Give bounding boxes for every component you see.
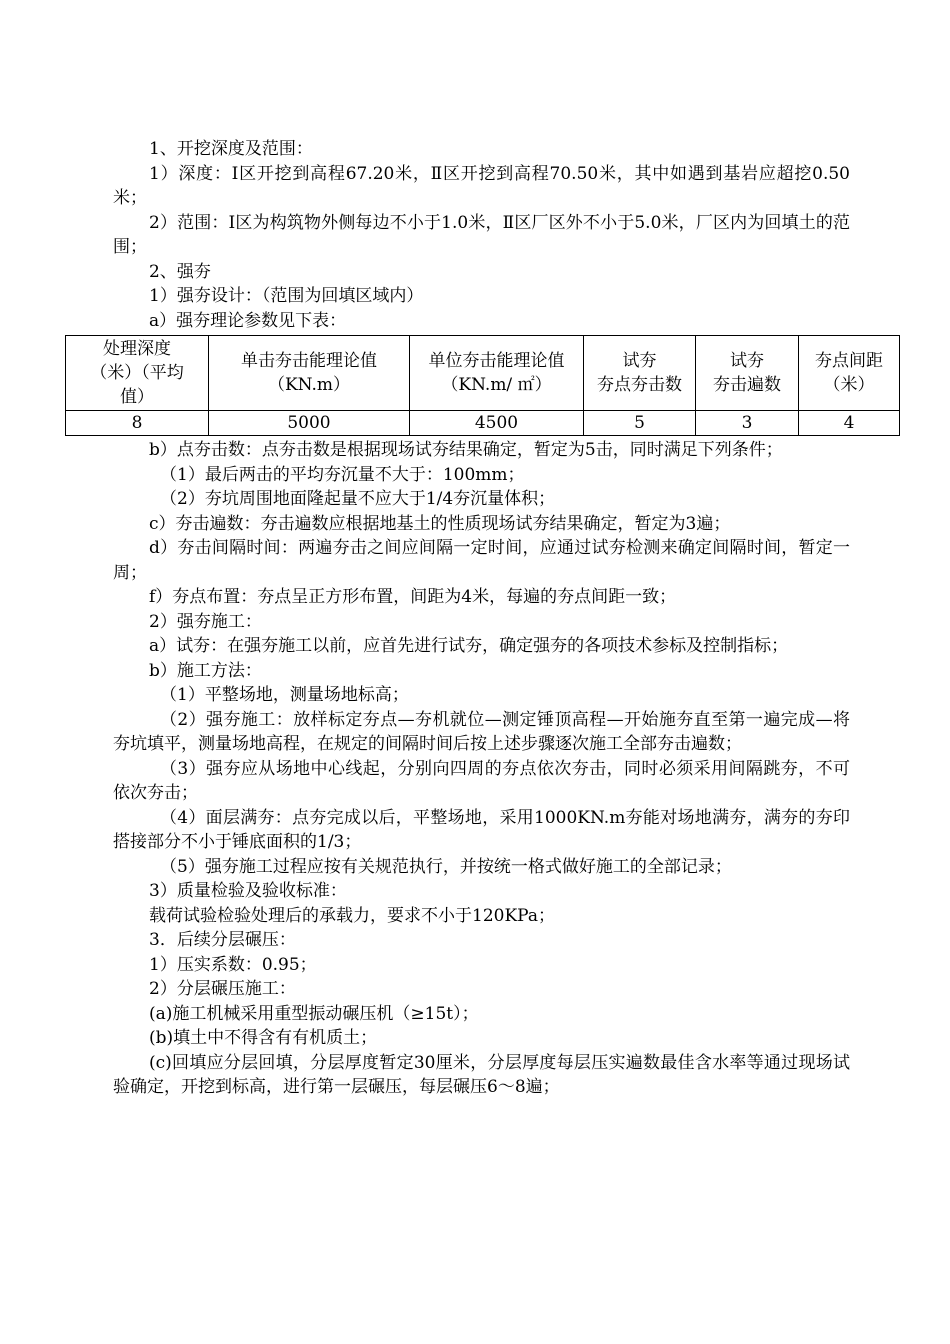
section-heading: 3．后续分层碾压： xyxy=(149,930,296,950)
paragraph: 载荷试验检验处理后的承载力，要求不小于120KPa； xyxy=(149,905,555,926)
paragraph: b）点夯击数：点夯击数是根据现场试夯结果确定，暂定为5击，同时满足下列条件； xyxy=(149,440,783,460)
paragraph: 2）范围：Ⅰ区为构筑物外侧每边不小于1.0米，Ⅱ区厂区外不小于5.0米，厂区内为回填土的范围； xyxy=(113,212,850,257)
list-item: （5）强夯施工过程应按有关规范执行，并按统一格式做好施工的全部记录； xyxy=(160,856,732,877)
paragraph: 1）压实系数：0.95； xyxy=(149,954,317,975)
section-heading: 2、强夯 xyxy=(149,261,211,282)
paragraph: 2）分层碾压施工： xyxy=(149,979,296,999)
table-cell: 8 xyxy=(66,411,209,436)
paragraph: (a)施工机械采用重型振动碾压机（≥15t）； xyxy=(149,1003,479,1024)
paragraph: a）强夯理论参数见下表： xyxy=(149,310,347,331)
table-header-cell: 单位夯击能理论值 （KN.m/ ㎡） xyxy=(410,336,584,411)
table-cell: 3 xyxy=(696,411,799,436)
table-cell: 4 xyxy=(799,411,900,436)
parameter-table xyxy=(65,335,900,436)
paragraph: 3）质量检验及验收标准： xyxy=(149,881,347,901)
list-item: （1）平整场地，测量场地标高； xyxy=(160,685,409,705)
table-row xyxy=(66,411,900,436)
table-header-cell: 试夯 夯点夯击数 xyxy=(584,336,696,411)
paragraph: a）试夯：在强夯施工以前，应首先进行试夯，确定强夯的各项技术参标及控制指标； xyxy=(149,636,789,656)
paragraph: 2）强夯施工： xyxy=(149,611,262,632)
table-cell: 5000 xyxy=(209,411,410,436)
table-cell: 5 xyxy=(584,411,696,436)
paragraph: b）施工方法： xyxy=(149,660,262,681)
table-header-row xyxy=(66,336,900,411)
list-item: （3）强夯应从场地中心线起，分别向四周的夯点依次夯击，同时必须采用间隔跳夯，不可依次夯击； xyxy=(113,758,850,803)
table-header-cell: 试夯 夯击遍数 xyxy=(696,336,799,411)
paragraph: 1）深度：Ⅰ区开挖到高程67.20米，Ⅱ区开挖到高程70.50米，其中如遇到基岩应超挖0.50米； xyxy=(113,163,850,208)
paragraph: d）夯击间隔时间：两遍夯击之间应间隔一定时间，应通过试夯检测来确定间隔时间，暂定一周； xyxy=(113,538,850,583)
document-page xyxy=(90,137,883,1100)
paragraph: (c)回填应分层回填，分层厚度暂定30厘米，分层厚度每层压实遍数最佳含水率等通过现场试验确定，开挖到标高，进行第一层碾压，每层碾压6～8遍； xyxy=(113,1052,850,1097)
table-header-cell: 处理深度 （米）（平均 值） xyxy=(66,336,209,411)
table-header-cell: 单击夯击能理论值 （KN.m） xyxy=(209,336,410,411)
list-item: （1）最后两击的平均夯沉量不大于：100mm； xyxy=(160,464,525,485)
paragraph: f）夯点布置：夯点呈正方形布置，间距为4米，每遍的夯点间距一致； xyxy=(149,587,677,607)
list-item: （2）夯坑周围地面隆起量不应大于1/4夯沉量体积； xyxy=(160,489,556,509)
list-item: （4）面层满夯：点夯完成以后，平整场地，采用1000KN.m夯能对场地满夯，满夯的夯印搭接部分不小于锤底面积的1/3； xyxy=(113,807,850,852)
section-heading: 1、开挖深度及范围： xyxy=(149,139,313,159)
paragraph: (b)填土中不得含有有机质土； xyxy=(149,1028,378,1048)
paragraph: c）夯击遍数：夯击遍数应根据地基土的性质现场试夯结果确定，暂定为3遍； xyxy=(149,513,731,534)
table-cell: 4500 xyxy=(410,411,584,436)
table-header-cell: 夯点间距 （米） xyxy=(799,336,900,411)
paragraph: 1）强夯设计：（范围为回填区域内） xyxy=(149,286,424,306)
list-item: （2）强夯施工：放样标定夯点—夯机就位—测定锤顶高程—开始施夯直至第一遍完成—将夯坑填平，测量场地高程，在规定的间隔时间后按上述步骤逐次施工全部夯击遍数； xyxy=(113,709,850,754)
